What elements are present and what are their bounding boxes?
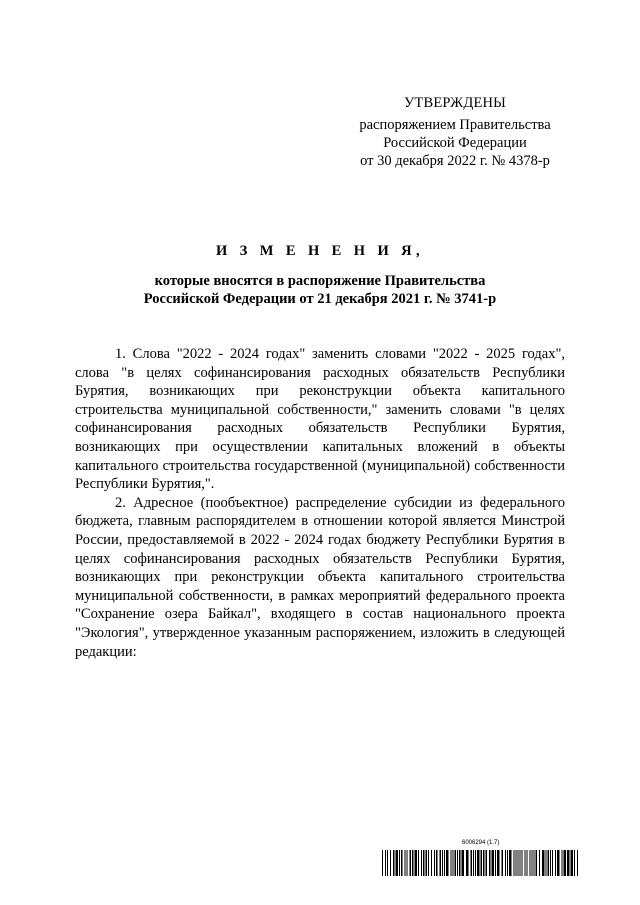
barcode-bar — [473, 850, 474, 876]
barcode-bar — [428, 850, 429, 876]
barcode-bar — [502, 850, 504, 876]
barcode-bar — [534, 850, 535, 876]
barcode-bar — [539, 850, 540, 876]
approval-block — [330, 94, 580, 170]
barcode-bar — [532, 850, 533, 876]
barcode-bar — [505, 850, 506, 876]
barcode-bar — [396, 850, 399, 876]
barcode-bar — [426, 850, 428, 876]
barcode-bar — [527, 850, 528, 876]
barcode-bar — [412, 850, 414, 876]
barcode-image — [382, 850, 578, 876]
barcode-bar — [516, 850, 517, 876]
barcode-bar — [555, 850, 556, 876]
barcode-bar — [418, 850, 419, 876]
barcode-bar — [483, 850, 485, 876]
document-body — [75, 345, 565, 661]
barcode-bar — [557, 850, 560, 876]
barcode-bar — [423, 850, 425, 876]
barcode-bar — [542, 850, 545, 876]
barcode-bar — [495, 850, 496, 876]
barcode-bar — [457, 850, 458, 876]
barcode-bar — [530, 850, 531, 876]
barcode-bar — [567, 850, 570, 876]
barcode-bar — [431, 850, 432, 876]
barcode-bar — [399, 850, 400, 876]
barcode-bar — [548, 850, 550, 876]
barcode-bar — [451, 850, 452, 876]
barcode-bar — [577, 850, 578, 876]
barcode-bar — [462, 850, 465, 876]
barcode-bar — [546, 850, 547, 876]
barcode-bar — [497, 850, 500, 876]
barcode-bar — [444, 850, 445, 876]
barcode-bar — [415, 850, 418, 876]
barcode-bar — [481, 850, 483, 876]
barcode-bar — [550, 850, 551, 876]
paragraph-1: 1. Слова "2022 - 2024 годах" заменить словами "2022 - 2025 годах", слова "в целях софинансирования расходных обязательств Республики Бурятия, возникающих при реконструкции объекта капитального строительства муниципальной собственности," заменить словами "в целях софинансирования расходных обязательств Республики Бурятия, возникающих при осуществлении капитальных вложений в объекты капитального строительства государственной (муниципальной) собственности Республики Бурятия,". — [75, 346, 565, 493]
barcode-bar — [520, 850, 521, 876]
barcode-bar — [507, 850, 508, 876]
barcode-bar — [455, 850, 457, 876]
approval-line: распоряжением Правительства — [359, 117, 551, 133]
barcode-bar — [440, 850, 442, 876]
barcode-bar — [421, 850, 422, 876]
barcode-bar — [471, 850, 473, 876]
barcode-bar — [390, 850, 391, 876]
barcode-bar — [459, 850, 461, 876]
barcode-bar — [382, 850, 383, 876]
barcode-bar — [477, 850, 480, 876]
barcode-bar — [486, 850, 488, 876]
barcode-bar — [509, 850, 512, 876]
barcode-bar — [410, 850, 412, 876]
barcode-bar — [564, 850, 567, 876]
barcode-bar — [492, 850, 495, 876]
barcode-bar — [525, 850, 526, 876]
approval-title: УТВЕРЖДЕНЫ — [403, 95, 507, 111]
barcode-bar — [446, 850, 449, 876]
barcode-bar — [385, 850, 386, 876]
barcode-bar — [405, 850, 406, 876]
barcode-bar — [387, 850, 388, 876]
barcode-bar — [475, 850, 476, 876]
document-heading — [75, 243, 565, 308]
barcode-bar — [436, 850, 438, 876]
barcode-bar — [522, 850, 523, 876]
barcode-bar — [466, 850, 469, 876]
paragraph-2: 2. Адресное (пообъектное) распределение субсидии из федерального бюджета, главным распорядителем в отношении которой является Минстрой России, предоставляемой в 2022 - 2024 годах бюджету Республики Бурятия в целях софинансирования расходных обязательств Республики Бурятия, возникающих при реконструкции объекта капитального строительства муниципальной собственности, в рамках мероприятий федерального проекта "Сохранение озера Байкал", входящего в состав национального проекта "Экология", утвержденное указанным распоряжением, изложить в следующей редакции: — [75, 494, 565, 660]
barcode-bar — [518, 850, 519, 876]
approval-line: Российской Федерации — [383, 135, 527, 151]
approval-date-line: от 30 декабря 2022 г. № 4378-р — [360, 153, 550, 169]
barcode-bar — [489, 850, 491, 876]
barcode-bar — [574, 850, 575, 876]
barcode-bar — [401, 850, 403, 876]
barcode-bar — [453, 850, 454, 876]
barcode-bar — [434, 850, 435, 876]
barcode-bar — [407, 850, 408, 876]
heading-subtitle-line: Российской Федерации от 21 декабря 2021 г. № 3741-р — [143, 291, 497, 307]
barcode-bar — [552, 850, 553, 876]
barcode-bar — [393, 850, 395, 876]
barcode-bar — [514, 850, 515, 876]
barcode-bar — [571, 850, 574, 876]
barcode-label: 6006294 (1.7) — [462, 840, 500, 846]
heading-subtitle-line: которые вносятся в распоряжение Правительства — [154, 273, 486, 289]
barcode-bar — [536, 850, 538, 876]
heading-title: И З М Е Н Е Н И Я, — [215, 243, 425, 259]
barcode-bar — [442, 850, 443, 876]
barcode-bar — [562, 850, 563, 876]
